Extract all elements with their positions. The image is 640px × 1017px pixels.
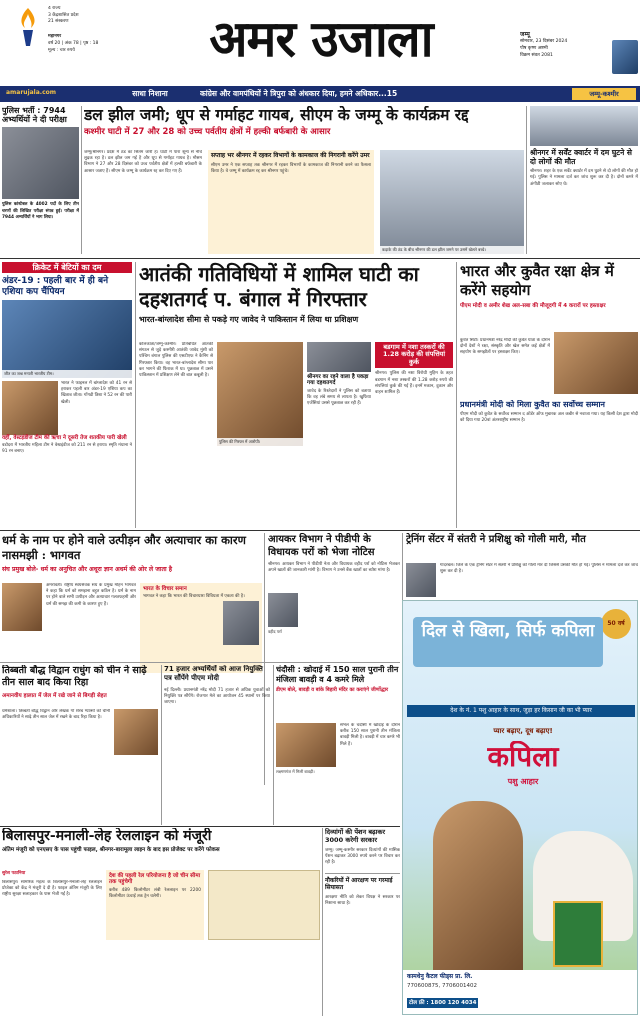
kuwait-story	[460, 262, 638, 528]
kuwait-award	[460, 400, 638, 526]
bhagwat-box-headline: भारत के विचार समान	[143, 586, 187, 592]
rail-box-body: करीब 489 किलोमीटर लंबी रेललाइन पर 2200 किलोमीटर ऊंचाई तक ट्रेन चलेगी।	[109, 887, 201, 899]
cricket-player-photo	[2, 381, 58, 435]
suffocation-headline: श्रीनगर में सर्वेंट क्वार्टर में दम घुटने से दो लोगों की मौत	[530, 148, 632, 166]
jobs-headline: 71 हजार अभ्यर्थियों को आज नियुक्ति पत्र सौंपेंगे पीएम मोदी	[164, 665, 263, 683]
masthead-city-2: 3 केंद्रशासित प्रदेश	[48, 12, 79, 18]
tibet-photo	[114, 709, 158, 755]
ad-badge: 50 वर्ष	[601, 609, 631, 639]
bhagwat-photo	[2, 583, 42, 631]
ticker-headline[interactable]: कांग्रेस और वामपंथियों ने त्रिपुरा को अंधकार दिया, हमने अधिकार...15	[200, 89, 398, 98]
ad-headline: दिल से खिला, सिर्फ कपिला	[413, 617, 603, 667]
training-photo	[406, 563, 436, 597]
dal-lake-caption: कड़ाके की ठंड के बीच श्रीनगर की डल झील जमने पर उसमें खेलते बच्चे।	[380, 246, 524, 254]
masthead-portrait	[612, 40, 638, 74]
chandausi-subhead: डीएम बोले, बावड़ी व बांके बिहारी मंदिर का कराएंगे जीर्णोद्धार	[276, 686, 389, 693]
bhagwat-box-photo	[223, 601, 259, 645]
lead-body: कोलकाता/जम्मू-कश्मीर। प्रतिबंधित आतंकी संगठन से जुड़े कश्मीरी आतंकी जावेद मुंशी को पश्चिम बंगाल पुलिस की एसटीएफ ने कैनिंग से गिरफ्तार किया। वह भारत-बांग्लादेश सीमा पार कर भागने की फिराक में था। पूछताछ में उसने पाकिस्तान में प्रशिक्षण लेने की बात कबूली है।	[139, 342, 213, 379]
top-story-body: जम्मू/श्रीनगर। प्रदेश में ठंड का सितम जारी है। घाटी में पारा शून्य से नीचे लुढ़क रहा है। डल झील जम गई है और धूप से गर्माहट गायब है। मौसम विभाग ने 27 और 28 दिसंबर को उच्च पर्वतीय क्षेत्रों में हल्की बर्फबारी के आसार जताए हैं। सीएम के जम्मू के कार्यक्रम रद्द कर दिए गए हैं।	[84, 150, 202, 174]
reservation-headline: नौकरियों में आरक्षण पर गरमाई सियासत	[325, 873, 400, 893]
cricket-story	[2, 262, 132, 528]
masthead-title: अमर उजाला	[209, 9, 433, 68]
kuwait-award-body: पीएम मोदी को कुवैत के सर्वोच्च सम्मान द ऑर्डर ऑफ मुबारक अल कबीर से नवाजा गया। यह किसी देश द्वारा मोदी को दिया गया 20वां अंतरराष्ट्रीय सम्मान है।	[460, 412, 638, 424]
omar-box	[208, 150, 374, 254]
lead-photo	[217, 342, 303, 446]
suffocation-body: श्रीनगर। शहर के एक सर्वेंट क्वार्टर में दम घुटने से दो लोगों की मौत हो गई। पुलिस ने मामला दर्ज कर जांच शुरू कर दी है। दोनों कमरे में अंगीठी जलाकर सोए थे।	[530, 169, 638, 187]
suffocation-story	[530, 106, 638, 256]
ad-footer-company: कामधेनु कैटल फीड्स प्रा. लि.	[407, 973, 473, 980]
tax-headline: आयकर विभाग ने पीडीपी के विधायक परों को भेजा नोटिस	[268, 534, 375, 558]
lead-subhead: भारत-बांग्लादेश सीमा से पकड़े गए जावेद ने पाकिस्तान में लिया था प्रशिक्षण	[139, 315, 359, 324]
jobs-story	[164, 665, 270, 825]
drug-box-body: श्रीनगर। पुलिस की नशा विरोधी मुहिम के तहत बडगाम में नशा तस्करों की 1.28 करोड़ रुपये की संपत्तियां कुर्क की गई हैं। इनमें मकान, दुकान और वाहन शामिल हैं।	[375, 371, 453, 396]
cricket-headline: अंडर-19 : पहली बार में ही बने एशिया कप चैंपियन	[2, 276, 109, 297]
divyang-body: जम्मू। जम्मू-कश्मीर सरकार दिव्यांगों की मासिक पेंशन बढ़ाकर 3000 रुपये करने पर विचार कर रही है।	[325, 847, 400, 866]
ad-footer-phone: 770600875, 7706001402	[407, 982, 477, 989]
tax-person-photo	[268, 593, 298, 627]
cricket-subhead: वहीं, वेस्टइंडीज टीम की ऋचा ने दूसरी तेज शतकीय पारी खेली	[2, 434, 127, 441]
ticker-label: साधा निशाना	[132, 89, 168, 98]
police-exam-headline: पुलिस भर्ती : 7944 अभ्यर्थियों ने दी परीक्षा	[2, 106, 67, 125]
chandausi-headline: चंदौसी : खोदाई में 150 साल पुरानी तीन मंजिला बावड़ी व 4 कमरे मिले	[276, 665, 399, 685]
lead-story	[139, 262, 453, 528]
kuwait-award-headline: प्रधानमंत्री मोदी को मिला कुवैत का सर्वोच्च सम्मान	[460, 400, 605, 409]
kuwait-subhead: पीएम मोदी व अमीर शेख अल-सबा की मौजूदगी में 4 करारों पर हस्ताक्षर	[460, 302, 606, 309]
bhagwat-body: अमरावती। राष्ट्रीय स्वयंसेवक संघ के प्रमुख मोहन भागवत ने कहा कि धर्म को समझना बहुत कठिन है। धर्म के नाम पर होने वाले सभी उत्पीड़न और अत्याचार गलतफहमी और धर्म की समझ की कमी के कारण हुए हैं।	[46, 583, 136, 607]
tibet-story	[2, 665, 158, 825]
rail-headline: बिलासपुर-मनाली-लेह रेललाइन को मंजूरी	[2, 828, 212, 844]
bhagwat-headline: धर्म के नाम पर होने वाले उत्पीड़न और अत्याचार का कारण नासमझी : भागवत	[2, 533, 246, 562]
ad-model-photo	[433, 801, 523, 971]
bhagwat-box-body: भागवत ने कहा कि भारत की विचारधारा विविधता में एकता की है।	[143, 594, 245, 600]
drug-box	[375, 342, 453, 526]
suffocation-photo	[530, 106, 638, 146]
jobs-body: नई दिल्ली। प्रधानमंत्री नरेंद्र मोदी 71 हजार से अधिक युवाओं को नियुक्ति पत्र सौंपेंगे। रोजगार मेले का आयोजन 45 स्थानों पर किया जाएगा।	[164, 687, 270, 706]
kuwait-body: कुवैत सिटी। प्रधानमंत्री नरेंद्र मोदी की कुवैत यात्रा के दौरान दोनों देशों ने रक्षा, संस्कृति और खेल समेत कई क्षेत्रों में सहयोग के समझौतों पर हस्ताक्षर किए।	[460, 338, 550, 356]
training-headline: ट्रेनिंग सेंटर में संतरी ने प्रशिक्षु को गोली मारी, मौत	[406, 534, 586, 545]
cricket-kicker: क्रिकेट में बेटियों का दम	[2, 262, 132, 273]
training-body: गांदरबल। जिले के एक ट्रेनिंग सेंटर में संतरी ने प्रशिक्षु को गोली मार दी जिससे उसकी मौत हो गई। पुलिस ने मामला दर्ज कर जांच शुरू कर दी है।	[440, 563, 638, 575]
chandausi-story	[276, 665, 400, 825]
chandausi-photo	[276, 723, 336, 767]
police-exam-body: पुलिस कांस्टेबल के 4002 पदों के लिए तीन चरणों की लिखित परीक्षा संपन्न हुई। परीक्षा में 7944 अभ्यर्थियों ने भाग लिया।	[2, 202, 79, 220]
omar-box-headline: सप्ताह भर श्रीनगर में रहकर विभागों के कामकाज की निगरानी करेंगे उमर	[211, 152, 370, 159]
ad-tollfree: टोल फ्री : 1800 120 4034	[407, 998, 478, 1008]
omar-box-body: सीएम उमर ने एक सप्ताह तक श्रीनगर में रहकर विभागों के कामकाज की निगरानी करने का फैसला किया है। वे जम्मू में कार्यक्रम रद्द कर श्रीनगर पहुंचे।	[211, 162, 371, 175]
masthead-city-1: 4 राज्य	[48, 6, 61, 11]
chandausi-body: संभल के चंदौसी में खोदाई के दौरान करीब 150 साल पुरानी तीन मंजिला बावड़ी मिली है। बावड़ी में चार कमरे भी मिले हैं।	[340, 723, 400, 747]
dal-lake-photo	[380, 150, 524, 254]
masthead-samvat: विक्रम संवत 2081	[520, 52, 553, 58]
ticker-edition-tag: जम्मू-कश्मीर	[572, 88, 636, 100]
ad-tagline: प्यार बढ़ाए, दूध बढ़ाए!	[493, 727, 553, 735]
lead-side-photo	[307, 342, 371, 372]
lead-side-headline: श्रीनगर का रहने वाला है पकड़ा गया दहशतगर्द	[307, 374, 369, 387]
rail-body: बिलासपुर। सामरिक महत्व के बिलासपुर-मनाली-लेह रेललाइन प्रोजेक्ट को केंद्र ने मंजूरी दे दी है। फाइल अंतिम मंजूरी के लिए राष्ट्रीय सुरक्षा सलाहकार के पास भेजी गई है।	[2, 880, 102, 898]
lead-body-cont	[217, 450, 371, 526]
masthead	[0, 0, 640, 86]
cricket-photo	[2, 300, 132, 378]
rail-story	[2, 828, 320, 1016]
masthead-edition: महानगर	[48, 34, 62, 39]
cricket-caption: जीत का जश्न मनाती भारतीय टीम।	[2, 370, 132, 378]
ticker-bar	[0, 86, 640, 102]
ad-footer	[403, 970, 637, 1014]
ad-brand-sub: पशु आहार	[507, 777, 539, 786]
top-story-subhead: कश्मीर घाटी में 27 और 28 को उच्च पर्वतीय क्षेत्रों में हल्की बर्फबारी के आसार	[84, 126, 331, 137]
tibet-headline: तिब्बती बौद्ध विद्वान राधुंग को चीन ने साढ़े तीन साल बाद किया रिहा	[2, 665, 147, 689]
rail-box	[106, 870, 204, 940]
tibet-subhead: अमानवीय हालात में जेल में रखे जाने से बिगड़ी सेहत	[2, 692, 107, 699]
cricket-body: भारत ने फाइनल में बांग्लादेश को 41 रन से हराकर पहली बार अंडर-19 एशिया कप का खिताब जीता। गोंगडी त्रिशा ने 52 रन की पारी खेली।	[61, 380, 132, 405]
masthead-meta: वर्ष 20 | अंक 78 | पृष्ठ : 18	[48, 40, 99, 46]
masthead-city: जम्मू	[520, 31, 530, 38]
ad-subline: देश के नं. 1 पशु आहार के साथ, जुड़ा हर किसान जी का भी प्यार	[407, 705, 635, 717]
ad-brand: कपिला	[487, 741, 559, 773]
police-exam-photo	[2, 127, 79, 199]
kapila-ad[interactable]	[402, 600, 638, 1015]
rail-map	[208, 870, 320, 940]
tibet-body: धर्मशाला। तिब्बती बौद्ध विद्वान और लेखक गो शेरब ग्यात्सो को चीनी अधिकारियों ने साढ़े तीन साल जेल में रखने के बाद रिहा किया है।	[2, 709, 110, 721]
tax-story	[268, 533, 400, 661]
cricket-body-2: वडोदरा में भारतीय महिला टीम ने वेस्टइंडीज को 211 रन से हराया। स्मृति मंधाना ने 91 रन बनाए।	[2, 443, 132, 455]
divyang-story	[325, 828, 400, 1016]
rail-body-cont	[106, 944, 320, 1014]
lead-side-body: जावेद के रिश्तेदारों ने पुलिस को बताया कि वह लंबे समय से लापता है। खुफिया एजेंसियां उससे पूछताछ कर रही हैं।	[307, 388, 371, 407]
top-story	[84, 106, 524, 258]
top-story-headline: डल झील जमी; धूप से गर्माहट गायब, सीएम के जम्मू के कार्यक्रम रद्द	[84, 106, 469, 124]
masthead-city-3: 21 संस्करण	[48, 19, 69, 25]
masthead-date: सोमवार, 23 दिसंबर 2024	[520, 39, 568, 44]
lead-photo-caption: पुलिस की गिरफ्त में आरोपी।	[217, 438, 303, 446]
site-link[interactable]: amarujala.com	[6, 89, 57, 96]
lead-headline: आतंकी गतिविधियों में शामिल घाटी का दहशतगर्द प. बंगाल में गिरफ्तार	[139, 262, 419, 311]
tax-body: श्रीनगर। आयकर विभाग ने पीडीपी नेता और विधायक वहीद पर्रा को नोटिस भेजकर अपने खातों की जानकारी मांगी है। विभाग ने उनसे बैंक खातों का ब्योरा मांगा है।	[268, 562, 400, 574]
masthead-price: मूल्य : चार रुपये	[48, 47, 75, 53]
bhagwat-box	[140, 583, 262, 673]
reservation-body: आरक्षण नीति को लेकर विपक्ष ने सरकार पर निशाना साधा है।	[325, 895, 400, 907]
kuwait-photo	[554, 332, 638, 394]
rail-byline: सुरेश पठानिया	[2, 871, 26, 876]
kuwait-headline: भारत और कुवैत रक्षा क्षेत्र में करेंगे सहयोग	[460, 262, 614, 299]
drug-box-headline: बडगाम में नशा तस्करों की 1.28 करोड़ की संपत्तियां कुर्क	[375, 342, 453, 368]
police-exam-story	[2, 106, 79, 256]
masthead-hindu-date: पौष कृष्ण अष्टमी	[520, 45, 548, 51]
bhagwat-subhead: संघ प्रमुख बोले- धर्म का अनुचित और अधूरा ज्ञान अधर्म की ओर ले जाता है	[2, 565, 173, 573]
ad-product-bag	[553, 901, 603, 967]
tax-person-name: वहीद पर्रा	[268, 629, 282, 634]
rail-box-headline: देश की पहली रेल परियोजना है जो चीन सीमा तक पहुंचेगी	[109, 873, 201, 886]
chandausi-caption: लक्ष्मणगंज में मिली बावड़ी।	[276, 769, 315, 774]
divyang-headline: दिव्यांगों की पेंशन बढ़ाकर 3000 करेगी सरकार	[325, 828, 386, 845]
torch-logo-icon	[13, 6, 43, 48]
rail-subhead: अंतिम मंजूरी को एनएसए के पास पहुंची फाइल, श्रीनगर-बारामूला लाइन के बाद इस प्रोजेक्ट पर करेंगे फोकस	[2, 847, 220, 854]
